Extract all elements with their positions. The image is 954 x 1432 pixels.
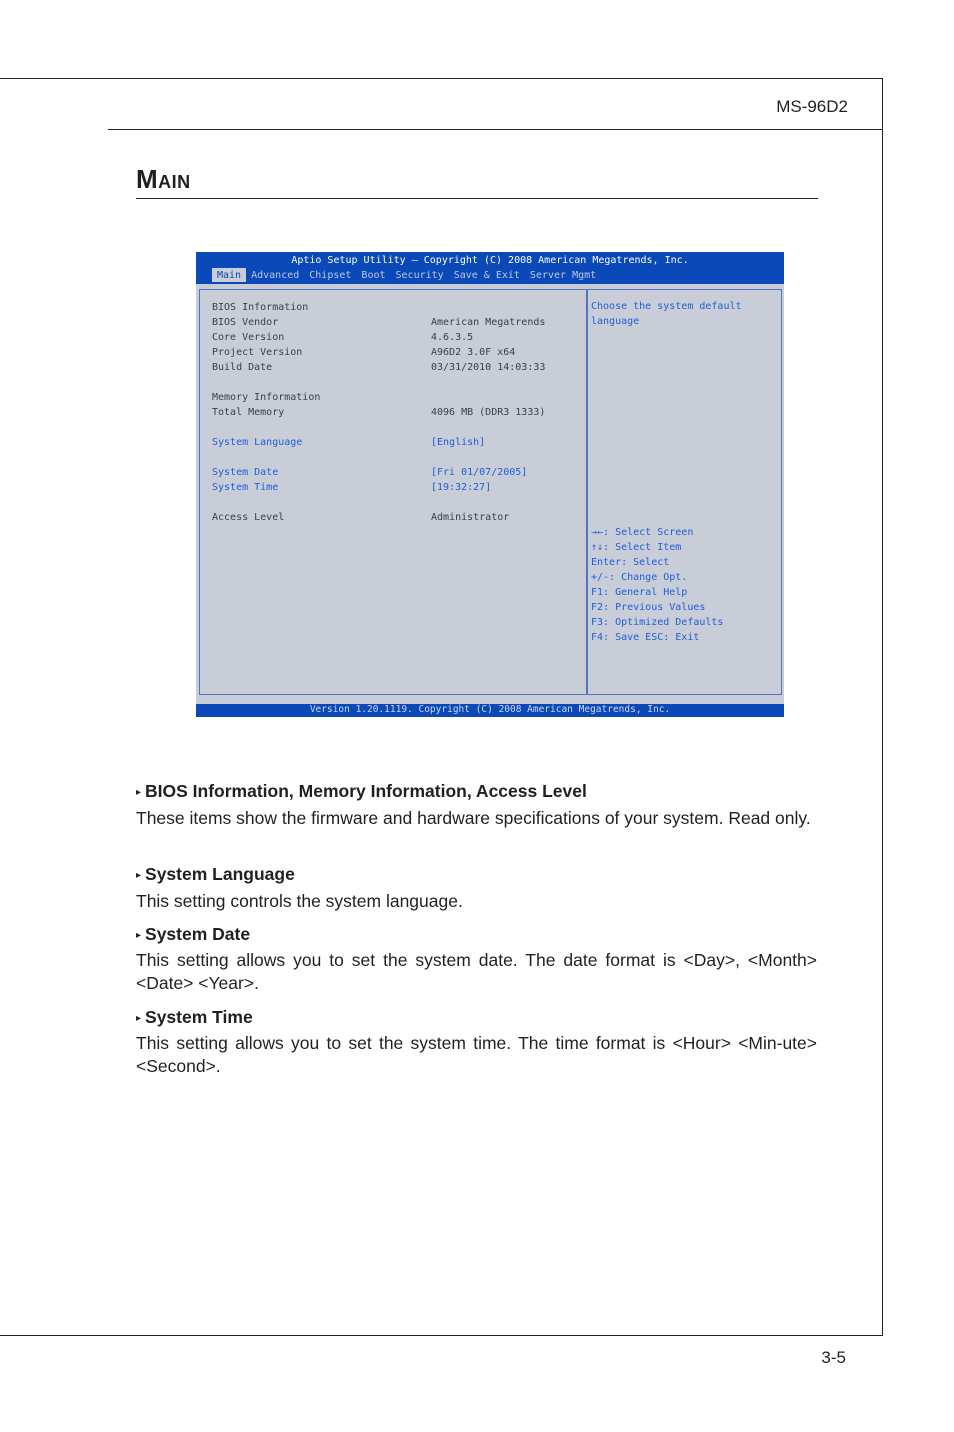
bios-row-value: Administrator	[431, 512, 510, 523]
bios-row-label: BIOS Vendor	[212, 317, 279, 328]
item-body-system-time: This setting allows you to set the system time. The time format is <Hour> <Min-ute> <Second>.	[136, 1033, 817, 1076]
top-rule	[0, 78, 883, 79]
bios-row-label: BIOS Information	[212, 302, 309, 313]
bios-row-label: Build Date	[212, 362, 273, 373]
bios-tab-server-mgmt[interactable]: Server Mgmt	[529, 270, 597, 281]
page-number: 3-5	[821, 1348, 846, 1367]
bios-tab-main[interactable]: Main	[212, 268, 246, 282]
bios-row-label: Total Memory	[212, 407, 285, 418]
bios-key-hint: +/-: Change Opt.	[591, 572, 688, 583]
bios-row-label: Memory Information	[212, 392, 321, 403]
bios-title: Aptio Setup Utility – Copyright (C) 2008 American Megatrends, Inc.	[291, 255, 689, 266]
bios-key-hint: F3: Optimized Defaults	[591, 617, 724, 628]
header-rule	[108, 129, 883, 130]
bios-row-value: American Megatrends	[431, 317, 546, 328]
bios-system-language-label[interactable]: System Language	[212, 437, 303, 448]
bios-key-hint: F4: Save ESC: Exit	[591, 632, 700, 643]
bios-row-value: 03/31/2010 14:03:33	[431, 362, 546, 373]
bios-body	[196, 284, 784, 704]
bios-system-time-label[interactable]: System Time	[212, 482, 279, 493]
bios-help-text: Choose the system default	[591, 301, 742, 312]
section-title: Main	[136, 164, 191, 194]
right-rule	[882, 78, 883, 1336]
bios-help-panel	[587, 289, 782, 695]
item-heading-system-time: ▸ System Time	[136, 1007, 253, 1027]
triangle-bullet-icon: ▸	[136, 930, 142, 941]
triangle-bullet-icon: ▸	[136, 870, 142, 881]
item-heading-system-language: ▸ System Language	[136, 864, 295, 884]
bios-row-label: Core Version	[212, 332, 285, 343]
model-number: MS-96D2	[776, 97, 848, 116]
triangle-bullet-icon: ▸	[136, 1013, 142, 1024]
bios-row-value: 4096 MB (DDR3 1333)	[431, 407, 546, 418]
bios-key-hint: F2: Previous Values	[591, 602, 706, 613]
bios-footer: Version 1.20.1119. Copyright (C) 2008 American Megatrends, Inc.	[309, 704, 671, 715]
bios-system-language-value[interactable]: [English]	[431, 437, 486, 448]
bios-row-value: A96D2 3.0F x64	[431, 347, 516, 358]
bios-key-hint: Enter: Select	[591, 557, 670, 568]
bios-tab-advanced[interactable]: Advanced	[251, 270, 300, 281]
bios-help-text: language	[591, 316, 640, 327]
title-underline	[136, 198, 818, 199]
bios-row-label: Access Level	[212, 512, 285, 523]
bios-screenshot	[196, 252, 784, 717]
item-body-bios-info: These items show the firmware and hardware specifications of your system. Read only.	[136, 808, 811, 828]
bios-system-date-label[interactable]: System Date	[212, 467, 279, 478]
bottom-rule	[0, 1335, 883, 1336]
bios-key-hint: →←: Select Screen	[591, 527, 694, 538]
bios-system-time-value[interactable]: [19:32:27]	[431, 482, 492, 493]
bios-row-value: 4.6.3.5	[431, 332, 474, 343]
triangle-bullet-icon: ▸	[136, 787, 142, 798]
bios-key-hint: F1: General Help	[591, 587, 688, 598]
bios-tab-save-exit[interactable]: Save & Exit	[453, 270, 520, 281]
bios-system-date-value[interactable]: [Fri 01/07/2005]	[431, 467, 528, 478]
bios-tab-boot[interactable]: Boot	[361, 270, 386, 281]
item-body-system-date: This setting allows you to set the system date. The date format is <Day>, <Month> <Date> <Year>.	[136, 950, 817, 993]
bios-tab-security[interactable]: Security	[395, 270, 444, 281]
bios-tab-bar	[212, 268, 601, 282]
item-heading-system-date: ▸ System Date	[136, 924, 251, 944]
item-body-system-language: This setting controls the system language.	[136, 891, 463, 911]
bios-settings-panel	[199, 289, 587, 695]
item-heading-bios-info: ▸ BIOS Information, Memory Information, Access Level	[136, 781, 587, 801]
bios-tab-chipset[interactable]: Chipset	[309, 270, 352, 281]
bios-key-hint: ↑↓: Select Item	[591, 542, 682, 553]
bios-row-label: Project Version	[212, 347, 303, 358]
